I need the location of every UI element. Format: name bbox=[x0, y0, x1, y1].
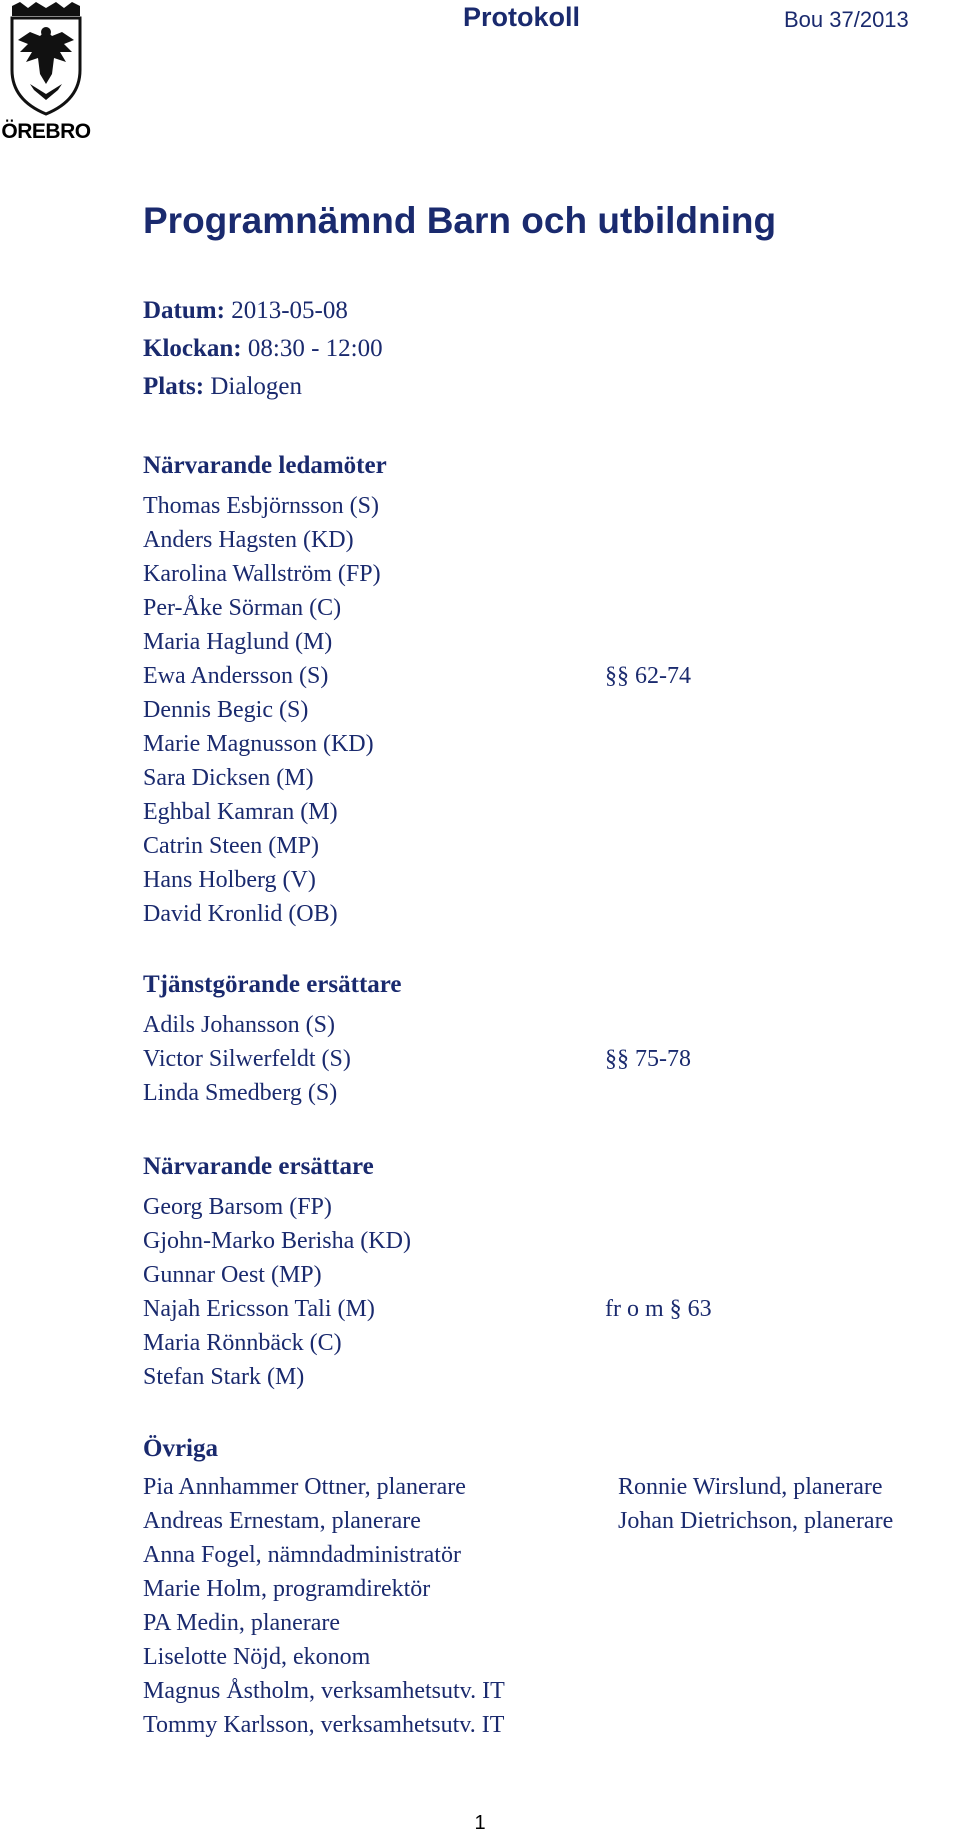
section-heading-others: Övriga bbox=[143, 1435, 218, 1462]
list-item: Gunnar Oest (MP) bbox=[143, 1262, 322, 1288]
meta-date bbox=[143, 294, 348, 328]
list-item: Catrin Steen (MP) bbox=[143, 833, 319, 859]
page-title: Programnämnd Barn och utbildning bbox=[143, 200, 777, 241]
list-item: Adils Johansson (S) bbox=[143, 1012, 336, 1038]
coat-of-arms-icon bbox=[0, 0, 92, 118]
section-heading-serving-substitutes: Tjänstgörande ersättare bbox=[143, 971, 402, 998]
list-item: Linda Smedberg (S) bbox=[143, 1080, 338, 1106]
date-value: 2013-05-08 bbox=[231, 297, 348, 324]
list-item: David Kronlid (OB) bbox=[143, 901, 338, 927]
list-item: Johan Dietrichson, planerare bbox=[618, 1508, 894, 1534]
paragraph-note: fr o m § 63 bbox=[605, 1296, 712, 1322]
section-heading-present-members: Närvarande ledamöter bbox=[143, 452, 387, 479]
list-item: Magnus Åstholm, verksamhetsutv. IT bbox=[143, 1678, 505, 1704]
document-type: Protokoll bbox=[463, 2, 581, 32]
others-list-left bbox=[143, 1470, 505, 1742]
list-item: Stefan Stark (M) bbox=[143, 1364, 305, 1390]
document-reference: Bou 37/2013 bbox=[784, 7, 909, 32]
paragraph-note: §§ 75-78 bbox=[605, 1046, 691, 1072]
list-item: Ewa Andersson (S) bbox=[143, 663, 329, 689]
list-item: Najah Ericsson Tali (M) bbox=[143, 1296, 375, 1322]
place-label: Plats: bbox=[143, 373, 205, 400]
logo-text: ÖREBRO bbox=[1, 120, 91, 143]
list-item: PA Medin, planerare bbox=[143, 1610, 341, 1636]
list-item: Karolina Wallström (FP) bbox=[143, 561, 381, 587]
list-item: Tommy Karlsson, verksamhetsutv. IT bbox=[143, 1712, 505, 1738]
list-item: Eghbal Kamran (M) bbox=[143, 799, 338, 825]
paragraph-note: §§ 62-74 bbox=[605, 663, 691, 689]
list-item: Thomas Esbjörnsson (S) bbox=[143, 493, 379, 519]
present-substitutes-list bbox=[143, 1190, 411, 1394]
list-item: Maria Haglund (M) bbox=[143, 629, 333, 655]
section-heading-present-substitutes: Närvarande ersättare bbox=[143, 1153, 374, 1180]
list-item: Dennis Begic (S) bbox=[143, 697, 309, 723]
list-item: Liselotte Nöjd, ekonom bbox=[143, 1644, 371, 1670]
orebro-logo bbox=[0, 0, 92, 148]
time-value: 08:30 - 12:00 bbox=[247, 335, 383, 362]
date-label: Datum: bbox=[143, 297, 225, 324]
list-item: Per-Åke Sörman (C) bbox=[143, 595, 342, 621]
list-item: Andreas Ernestam, planerare bbox=[143, 1508, 421, 1534]
list-item: Marie Magnusson (KD) bbox=[143, 731, 374, 757]
place-value: Dialogen bbox=[210, 373, 302, 400]
list-item: Pia Annhammer Ottner, planerare bbox=[143, 1474, 466, 1500]
list-item: Anna Fogel, nämndadministratör bbox=[143, 1542, 461, 1568]
others-list-right bbox=[618, 1470, 893, 1538]
list-item: Sara Dicksen (M) bbox=[143, 765, 314, 791]
present-members-list bbox=[143, 489, 381, 931]
list-item: Anders Hagsten (KD) bbox=[143, 527, 354, 553]
page-number: 1 bbox=[474, 1812, 486, 1834]
list-item: Victor Silwerfeldt (S) bbox=[143, 1046, 351, 1072]
list-item: Maria Rönnbäck (C) bbox=[143, 1330, 342, 1356]
list-item: Gjohn-Marko Berisha (KD) bbox=[143, 1228, 411, 1254]
time-label: Klockan: bbox=[143, 335, 242, 362]
serving-substitutes-list bbox=[143, 1008, 351, 1110]
list-item: Marie Holm, programdirektör bbox=[143, 1576, 431, 1602]
meta-time bbox=[143, 332, 383, 366]
list-item: Georg Barsom (FP) bbox=[143, 1194, 332, 1220]
meta-place bbox=[143, 370, 302, 404]
list-item: Hans Holberg (V) bbox=[143, 867, 316, 893]
list-item: Ronnie Wirslund, planerare bbox=[618, 1474, 883, 1500]
